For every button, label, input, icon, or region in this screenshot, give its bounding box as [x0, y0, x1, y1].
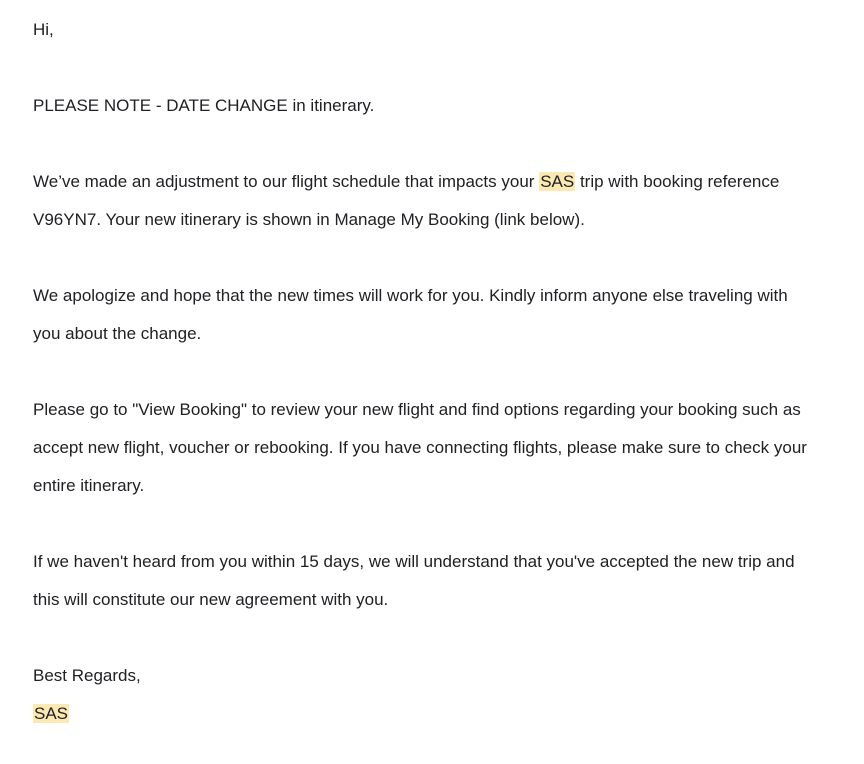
- paragraph-deadline-line-2: this will constitute our new agreement with you.: [33, 590, 389, 609]
- paragraph-view-booking-line-2: accept new flight, voucher or rebooking. If you have connecting flights, please make sure to check your: [33, 438, 807, 457]
- paragraph-adjustment-line-2: V96YN7. Your new itinerary is shown in Manage My Booking (link below).: [33, 210, 585, 229]
- text-before-highlight: We’ve made an adjustment to our flight schedule that impacts your: [33, 172, 540, 191]
- paragraph-apology-line-1: We apologize and hope that the new times will work for you. Kindly inform anyone else traveling with: [33, 286, 788, 305]
- spacer: [33, 49, 833, 87]
- greeting: Hi,: [33, 20, 54, 39]
- text-after-highlight: trip with booking reference: [575, 172, 780, 191]
- spacer: [33, 353, 833, 391]
- paragraph-view-booking-line-3: entire itinerary.: [33, 476, 145, 495]
- paragraph-adjustment-line-1: [33, 163, 833, 201]
- signoff: Best Regards,: [33, 666, 141, 685]
- paragraph-deadline-line-1: If we haven't heard from you within 15 days, we will understand that you've accepted the new trip and: [33, 552, 795, 571]
- spacer: [33, 125, 833, 163]
- signature-highlight: SAS: [34, 704, 69, 723]
- sas-highlight: SAS: [540, 172, 575, 191]
- date-change-notice: PLEASE NOTE - DATE CHANGE in itinerary.: [33, 96, 375, 115]
- spacer: [33, 505, 833, 543]
- paragraph-apology-line-2: you about the change.: [33, 324, 202, 343]
- email-body: [33, 11, 833, 733]
- spacer: [33, 239, 833, 277]
- signature-line: [33, 695, 833, 733]
- spacer: [33, 619, 833, 657]
- paragraph-view-booking-line-1: Please go to "View Booking" to review your new flight and find options regarding your booking such as: [33, 400, 801, 419]
